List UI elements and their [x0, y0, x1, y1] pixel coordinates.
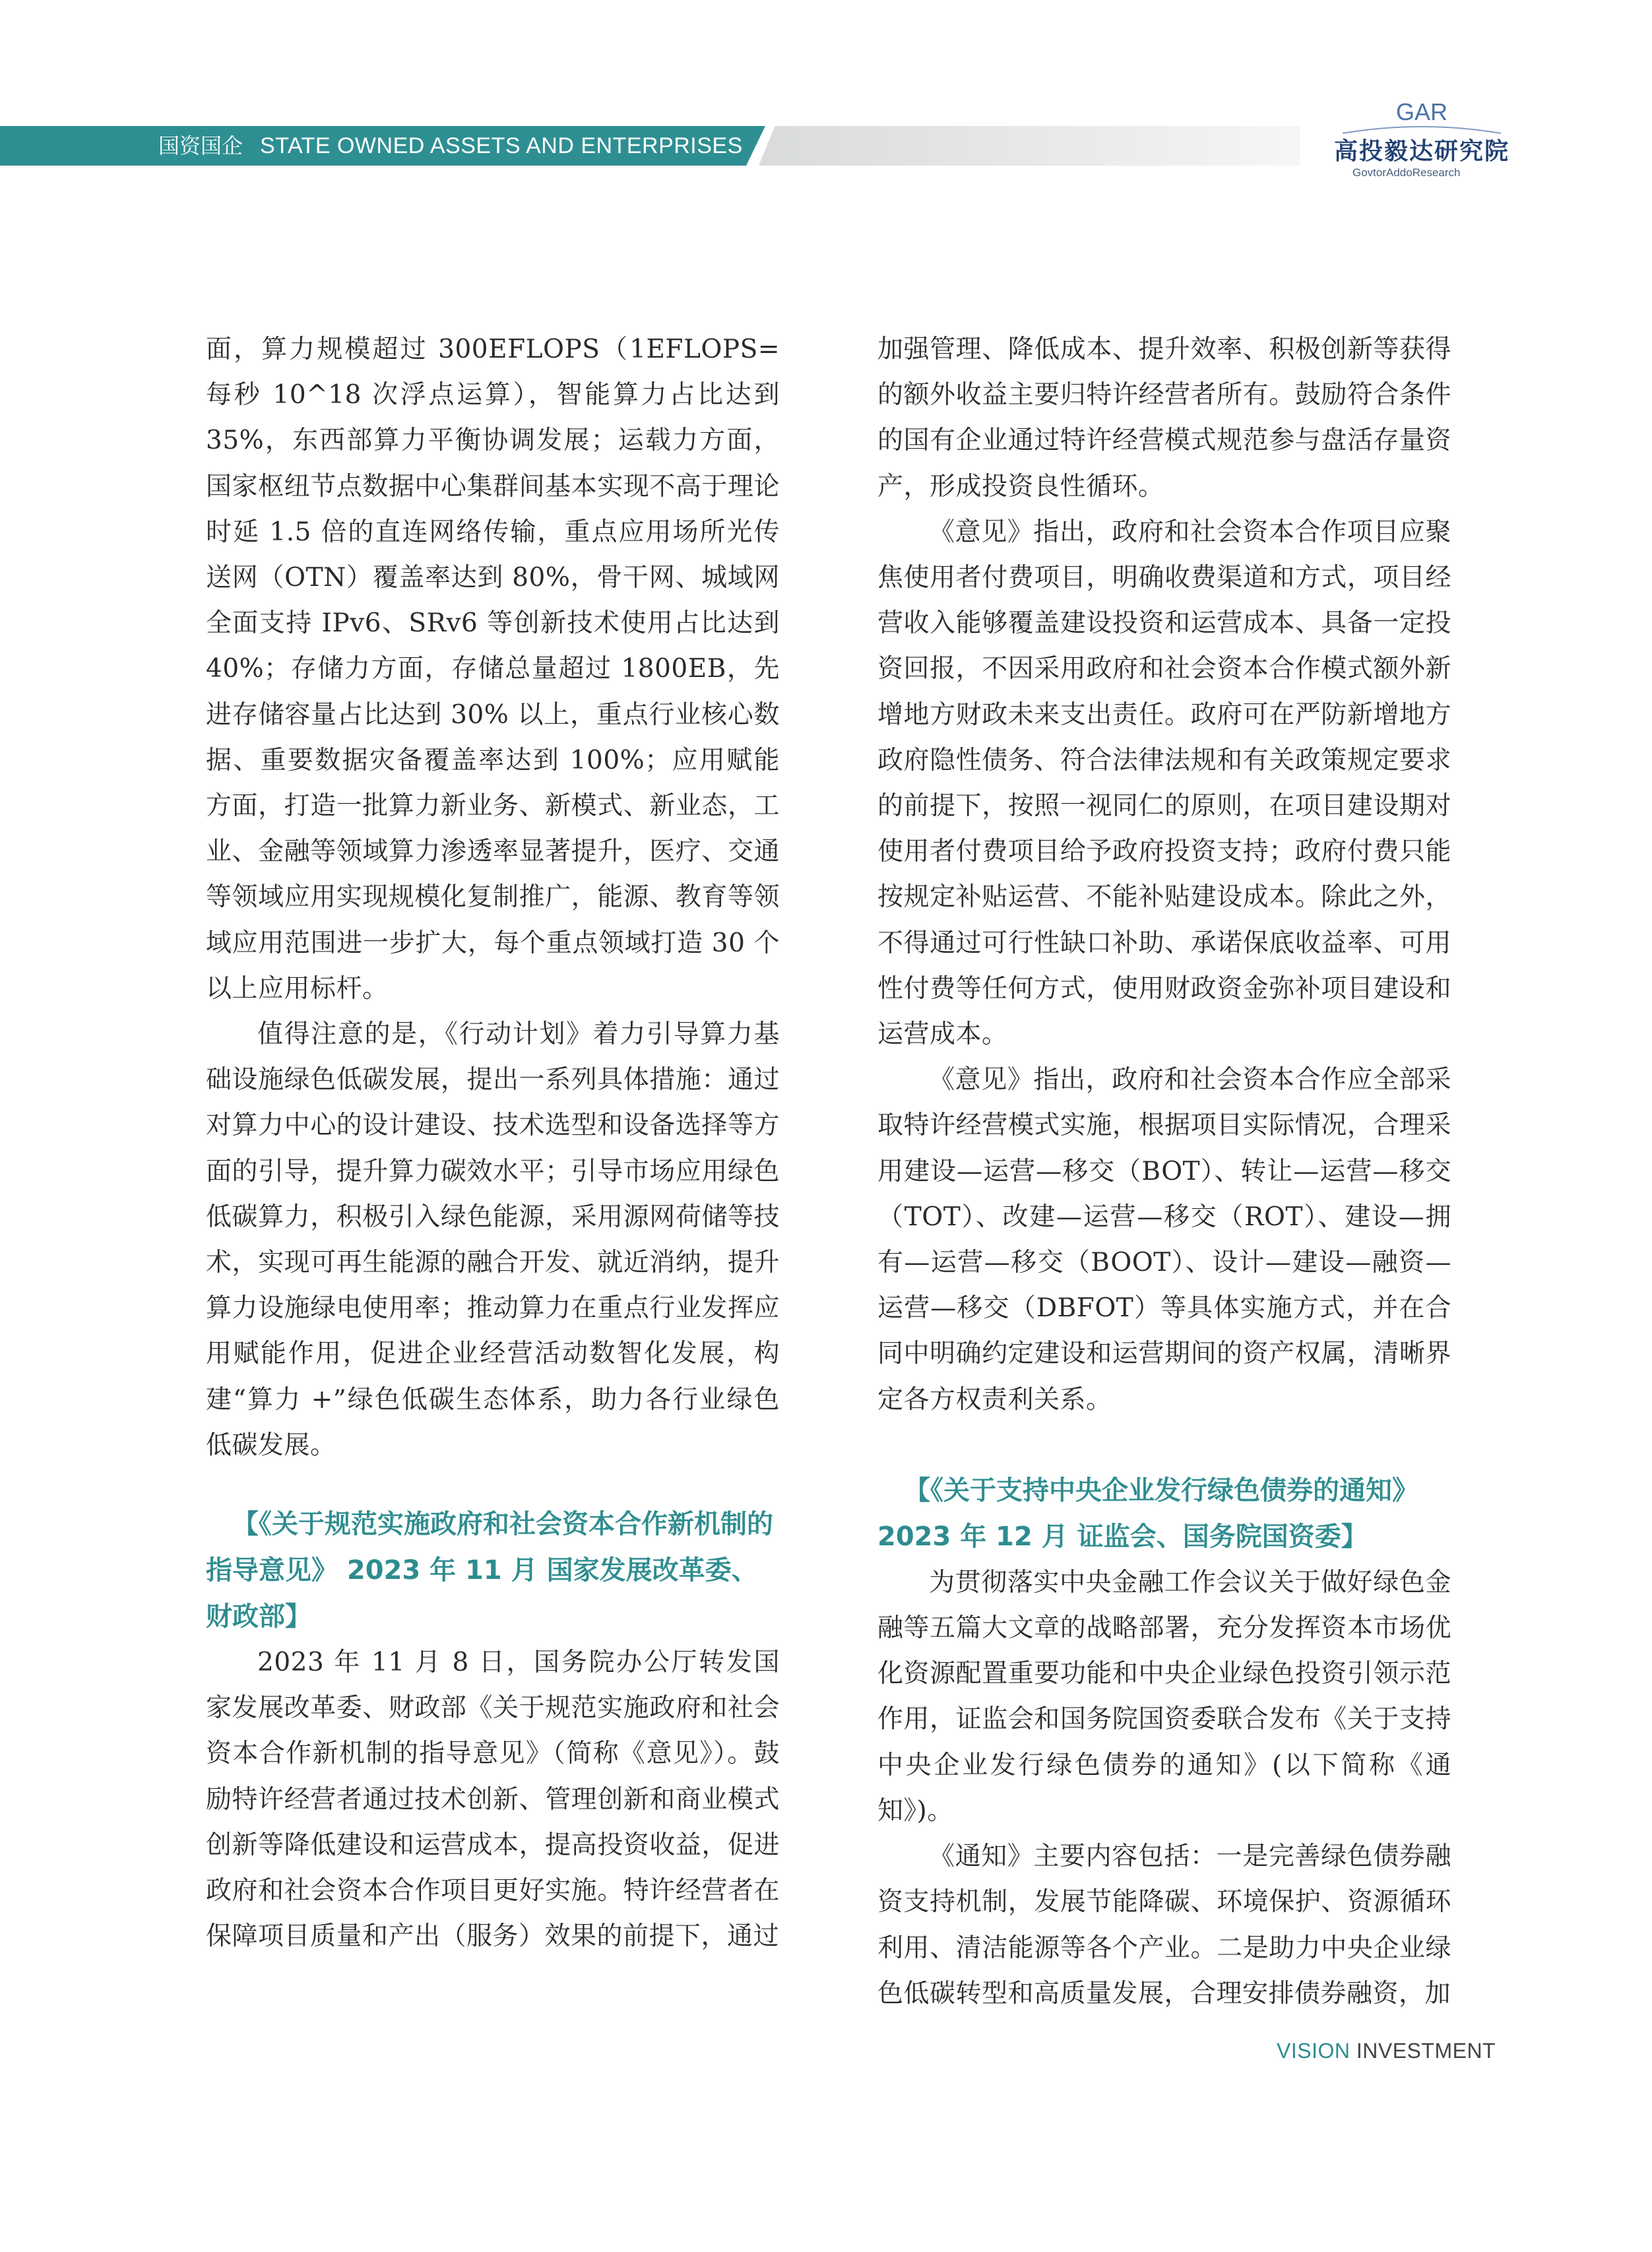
right-paragraph-3: 《意见》指出，政府和社会资本合作应全部采取特许经营模式实施，根据项目实际情况，合理采用建设—运营—移交（BOT）、转让—运营—移交（TOT）、改建—运营—移交（ROT）、建设—拥有—运营—移交（BOOT）、设计—建设—融资—运营—移交（DBFOT）等具体实施方式，并在合同中明确约定建设和运营期间的资产权属，清晰界定各方权责利关系。	[877, 1065, 1451, 1415]
gar-logo	[1313, 99, 1531, 185]
section-header-en: STATE OWNED ASSETS AND ENTERPRISES	[260, 133, 743, 158]
left-paragraph-1: 面，算力规模超过 300EFLOPS（1EFLOPS=每秒 10^18 次浮点运算），智能算力占比达到 35%，东西部算力平衡协调发展；运载力方面，国家枢纽节点数据中心集群间基本实现不高于理论时延 1.5 倍的直连网络传输，重点应用场所光传送网（OTN）覆盖率达到 80%，骨干网、城域网全面支持 IPv6、SRv6 等创新技术使用占比达到 40%；存储力方面，存储总量超过 1800EB，先进存储容量占比达到 30% 以上，重点行业核心数据、重要数据灾备覆盖率达到 100%；应用赋能方面，打造一批算力新业务、新模式、新业态，工业、金融等领域算力渗透率显著提升，医疗、交通等领域应用实现规模化复制推广，能源、教育等领域应用范围进一步扩大，每个重点领域打造 30 个以上应用标杆。	[206, 335, 780, 1004]
section-header-cn: 国资国企	[158, 133, 243, 158]
footer-brand	[1277, 2039, 1496, 2063]
right-paragraph-5: 《通知》主要内容包括：一是完善绿色债券融资支持机制，发展节能降碳、环境保护、资源循环利用、清洁能源等各个产业。二是助力中央企业绿色低碳转型和高质量发展，合理安排债券融资，加	[877, 1842, 1451, 2009]
section-header	[158, 126, 743, 166]
right-column	[877, 327, 1451, 2016]
logo-arc-icon	[1339, 124, 1504, 135]
footer-word-investment: INVESTMENT	[1356, 2039, 1496, 2063]
left-paragraph-3: 2023 年 11 月 8 日，国务院办公厅转发国家发展改革委、财政部《关于规范实施政府和社会资本合作新机制的指导意见》（简称《意见》）。鼓励特许经营者通过技术创新、管理创新和商业模式创新等降低建设和运营成本，提高投资收益，促进政府和社会资本合作项目更好实施。特许经营者在保障项目质量和产出（服务）效果的前提下，通过	[206, 1648, 780, 1952]
right-section-title: 【《关于支持中央企业发行绿色债券的通知》 2023 年 12 月 证监会、国务院国资委】	[877, 1475, 1418, 1552]
logo-name-en: GovtorAddoResearch	[1352, 166, 1461, 179]
logo-abbr: GAR	[1395, 98, 1447, 125]
right-paragraph-1: 加强管理、降低成本、提升效率、积极创新等获得的额外收益主要归特许经营者所有。鼓励符合条件的国有企业通过特许经营模式规范参与盘活存量资产，形成投资良性循环。	[877, 335, 1451, 501]
right-paragraph-2: 《意见》指出，政府和社会资本合作项目应聚焦使用者付费项目，明确收费渠道和方式，项目经营收入能够覆盖建设投资和运营成本、具备一定投资回报，不因采用政府和社会资本合作模式额外新增地方财政未来支出责任。政府可在严防新增地方政府隐性债务、符合法律法规和有关政策规定要求的前提下，按照一视同仁的原则，在项目建设期对使用者付费项目给予政府投资支持；政府付费只能按规定补贴运营、不能补贴建设成本。除此之外，不得通过可行性缺口补助、承诺保底收益率、可用性付费等任何方式，使用财政资金弥补项目建设和运营成本。	[877, 517, 1451, 1050]
footer-word-vision: VISION	[1277, 2039, 1350, 2063]
logo-name-cn: 高投毅达研究院	[1333, 138, 1509, 165]
left-section-title: 【《关于规范实施政府和社会资本合作新机制的指导意见》 2023 年 11 月 国家发展改革委、财政部】	[206, 1509, 773, 1632]
left-paragraph-2: 值得注意的是，《行动计划》着力引导算力基础设施绿色低碳发展，提出一系列具体措施：通过对算力中心的设计建设、技术选型和设备选择等方面的引导，提升算力碳效水平；引导市场应用绿色低碳算力，积极引入绿色能源，采用源网荷储等技术，实现可再生能源的融合开发、就近消纳，提升算力设施绿电使用率；推动算力在重点行业发挥应用赋能作用，促进企业经营活动数智化发展，构建“算力 +”绿色低碳生态体系，助力各行业绿色低碳发展。	[206, 1019, 780, 1460]
right-paragraph-4: 为贯彻落实中央金融工作会议关于做好绿色金融等五篇大文章的战略部署，充分发挥资本市场优化资源配置重要功能和中央企业绿色投资引领示范作用，证监会和国务院国资委联合发布《关于支持中央企业发行绿色债券的通知》(以下简称《通知》)。	[877, 1567, 1451, 1826]
header-band-grey	[759, 126, 1300, 166]
left-column	[206, 327, 780, 1960]
